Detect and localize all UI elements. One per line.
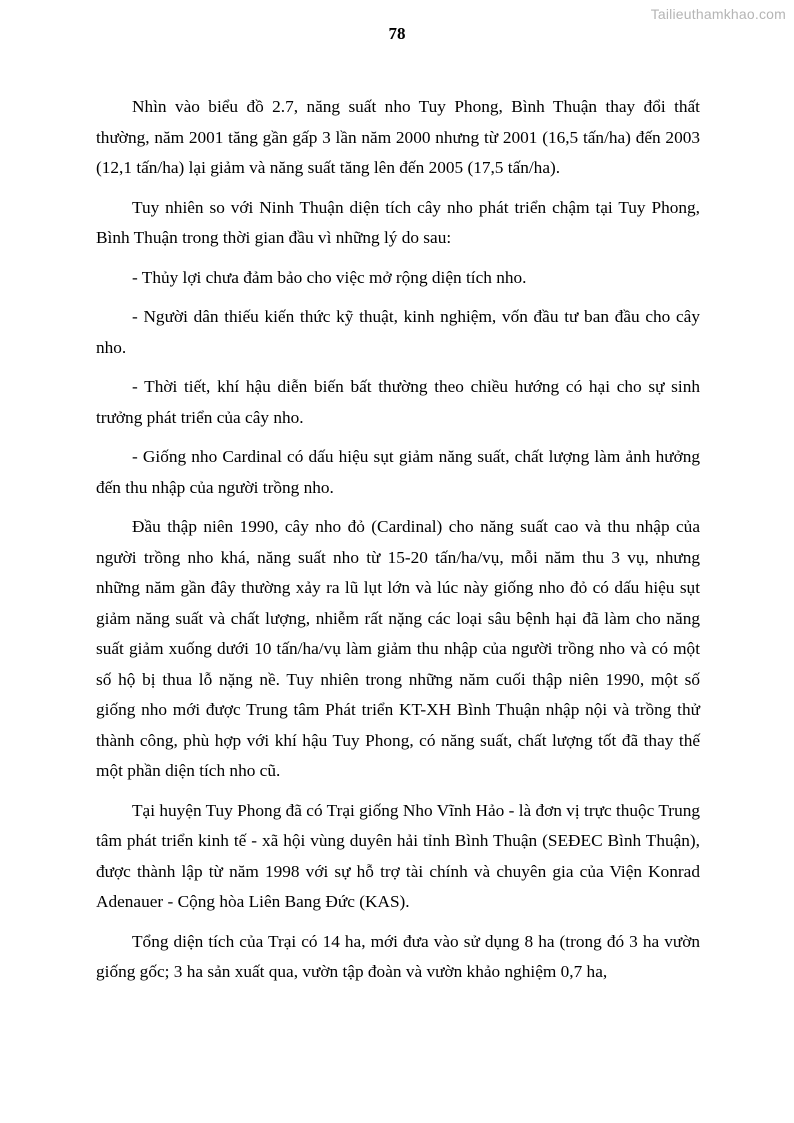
- document-body: [96, 92, 700, 997]
- paragraph: Tại huyện Tuy Phong đã có Trại giống Nho Vĩnh Hảo - là đơn vị trực thuộc Trung tâm phát triển kinh tế - xã hội vùng duyên hải tỉnh Bình Thuận (SEĐEC Bình Thuận), được thành lập từ năm 1998 với sự hỗ trợ tài chính và chuyên gia của Viện Konrad Adenauer - Cộng hòa Liên Bang Đức (KAS).: [96, 800, 700, 911]
- page-number: 78: [388, 24, 406, 43]
- paragraph: Đầu thập niên 1990, cây nho đỏ (Cardinal) cho năng suất cao và thu nhập của người trồng nho khá, năng suất nho từ 15-20 tấn/ha/vụ, mỗi năm thu 3 vụ, nhưng những năm gần đây thường xảy ra lũ lụt lớn và lúc này giống nho đỏ có dấu hiệu sụt giảm năng suất và chất lượng, nhiễm rất nặng các loại sâu bệnh hại đã làm cho năng suất giảm xuống dưới 10 tấn/ha/vụ làm giảm thu nhập của người trồng nho và có một số hộ bị thua lỗ nặng nề. Tuy nhiên trong những năm cuối thập niên 1990, một số giống nho mới được Trung tâm Phát triển KT-XH Bình Thuận nhập nội và trồng thử thành công, phù hợp với khí hậu Tuy Phong, có năng suất, chất lượng tốt đã thay thế một phần diện tích nho cũ.: [96, 517, 700, 780]
- list-item: - Thủy lợi chưa đảm bảo cho việc mở rộng diện tích nho.: [132, 267, 527, 287]
- list-item: - Thời tiết, khí hậu diễn biến bất thường theo chiều hướng có hại cho sự sinh trưởng phát triển của cây nho.: [96, 377, 700, 427]
- watermark-text: Tailieuthamkhao.com: [650, 6, 786, 22]
- list-item: - Người dân thiếu kiến thức kỹ thuật, kinh nghiệm, vốn đầu tư ban đầu cho cây nho.: [96, 307, 700, 357]
- paragraph: Nhìn vào biểu đồ 2.7, năng suất nho Tuy Phong, Bình Thuận thay đổi thất thường, năm 2001 tăng gần gấp 3 lần năm 2000 nhưng từ 2001 (16,5 tấn/ha) đến 2003 (12,1 tấn/ha) lại giảm và năng suất tăng lên đến 2005 (17,5 tấn/ha).: [96, 97, 700, 177]
- paragraph: Tuy nhiên so với Ninh Thuận diện tích cây nho phát triển chậm tại Tuy Phong, Bình Thuận trong thời gian đầu vì những lý do sau:: [96, 197, 700, 247]
- list-item: - Giống nho Cardinal có dấu hiệu sụt giảm năng suất, chất lượng làm ảnh hưởng đến thu nhập của người trồng nho.: [96, 447, 700, 497]
- paragraph: Tổng diện tích của Trại có 14 ha, mới đưa vào sử dụng 8 ha (trong đó 3 ha vườn giống gốc; 3 ha sản xuất qua, vườn tập đoàn và vườn khảo nghiệm 0,7 ha,: [96, 931, 700, 981]
